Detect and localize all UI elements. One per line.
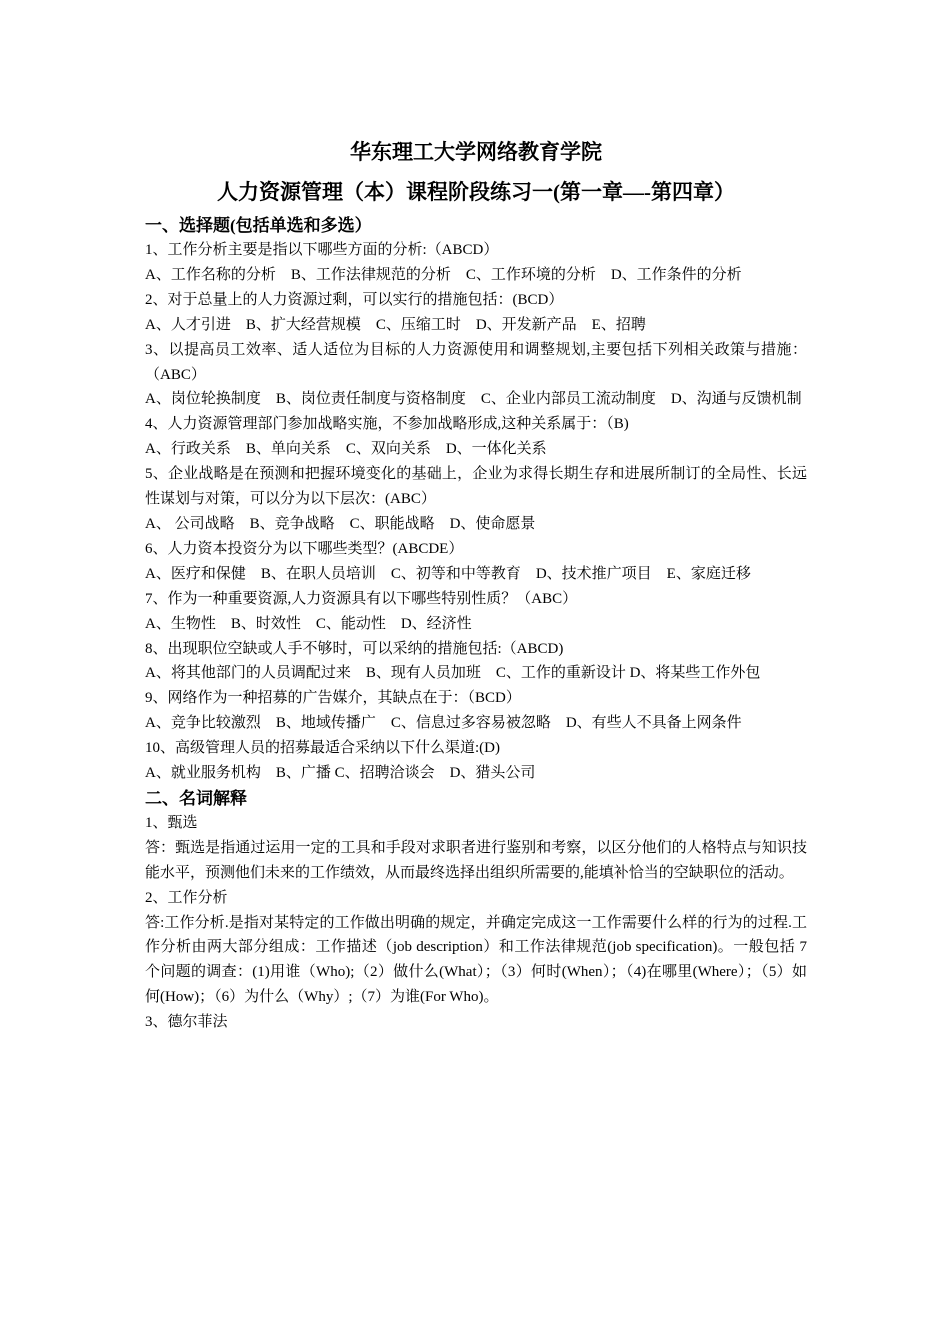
question-6: 6、人力资本投资分为以下哪些类型？(ABCDE） <box>145 540 464 557</box>
question-5: 5、企业战略是在预测和把握环境变化的基础上，企业为求得长期生存和进展所制订的全局性、长远性谋划与对策，可以分为以下层次：(ABC） <box>145 466 807 508</box>
question-3: 3、以提高员工效率、适人适位为目标的人力资源使用和调整规划,主要包括下列相关政策与措施：（ABC） <box>145 341 807 383</box>
question-1: 1、工作分析主要是指以下哪些方面的分析:（ABCD） <box>145 242 499 258</box>
question-9: 9、网络作为一种招募的广告媒介，其缺点在于：（BCD） <box>145 690 521 707</box>
document-page <box>145 132 807 1035</box>
question-7-options: A、生物性 B、时效性 C、能动性 D、经济性 <box>145 615 472 632</box>
term-1: 1、甄选 <box>145 814 198 831</box>
question-2: 2、对于总量上的人力资源过剩，可以实行的措施包括：(BCD） <box>145 291 564 308</box>
question-10: 10、高级管理人员的招募最适合采纳以下什么渠道:(D) <box>145 740 500 757</box>
question-5-options: A、 公司战略 B、竞争战略 C、职能战略 D、使命愿景 <box>145 515 536 532</box>
question-1-options: A、工作名称的分析 B、工作法律规范的分析 C、工作环境的分析 D、工作条件的分析 <box>145 266 742 283</box>
question-7: 7、作为一种重要资源,人力资源具有以下哪些特别性质？（ABC） <box>145 590 578 607</box>
document-title: 华东理工大学网络教育学院 <box>350 140 602 164</box>
section-heading-terms: 二、名词解释 <box>145 788 247 808</box>
question-2-options: A、人才引进 B、扩大经营规模 C、压缩工时 D、开发新产品 E、招聘 <box>145 316 646 333</box>
term-2-answer: 答:工作分析.是指对某特定的工作做出明确的规定，并确定完成这一工作需要什么样的行为的过程.工作分析由两大部分组成：工作描述（job description）和工作法律规范(job specification)。一般包括 7 个问题的调查：(1)用谁（Who);（2）做什么(What）；（3）何时(When）；（4)在哪里(Where）；（5）如何(How)；（6）为什么（Why）;（7）为谁(For Who)。 <box>145 914 807 1006</box>
question-4-options: A、行政关系 B、单向关系 C、双向关系 D、一体化关系 <box>145 441 547 458</box>
question-4: 4、人力资源管理部门参加战略实施，不参加战略形成,这种关系属于：（B) <box>145 416 629 433</box>
question-9-options: A、竞争比较激烈 B、地域传播广 C、信息过多容易被忽略 D、有些人不具备上网条件 <box>145 715 742 732</box>
term-1-answer: 答：甄选是指通过运用一定的工具和手段对求职者进行鉴别和考察，以区分他们的人格特点与知识技能水平，预测他们未来的工作绩效，从而最终选择出组织所需要的,能填补恰当的空缺职位的活动。 <box>145 839 807 881</box>
question-10-options: A、就业服务机构 B、广播 C、招聘洽谈会 D、猎头公司 <box>145 765 536 782</box>
question-8: 8、出现职位空缺或人手不够时，可以采纳的措施包括:（ABCD) <box>145 640 564 657</box>
document-subtitle: 人力资源管理（本）课程阶段练习一(第一章—-第四章） <box>217 180 735 204</box>
question-3-options: A、岗位轮换制度 B、岗位责任制度与资格制度 C、企业内部员工流动制度 D、沟通与反馈机制 <box>145 391 802 408</box>
term-2: 2、工作分析 <box>145 889 228 906</box>
section-heading-choice: 一、选择题(包括单选和多选） <box>145 216 372 235</box>
term-3: 3、德尔菲法 <box>145 1014 228 1031</box>
question-6-options: A、医疗和保健 B、在职人员培训 C、初等和中等教育 D、技术推广项目 E、家庭迁移 <box>145 565 751 582</box>
question-8-options: A、将其他部门的人员调配过来 B、现有人员加班 C、工作的重新设计 D、将某些工作外包 <box>145 665 761 682</box>
